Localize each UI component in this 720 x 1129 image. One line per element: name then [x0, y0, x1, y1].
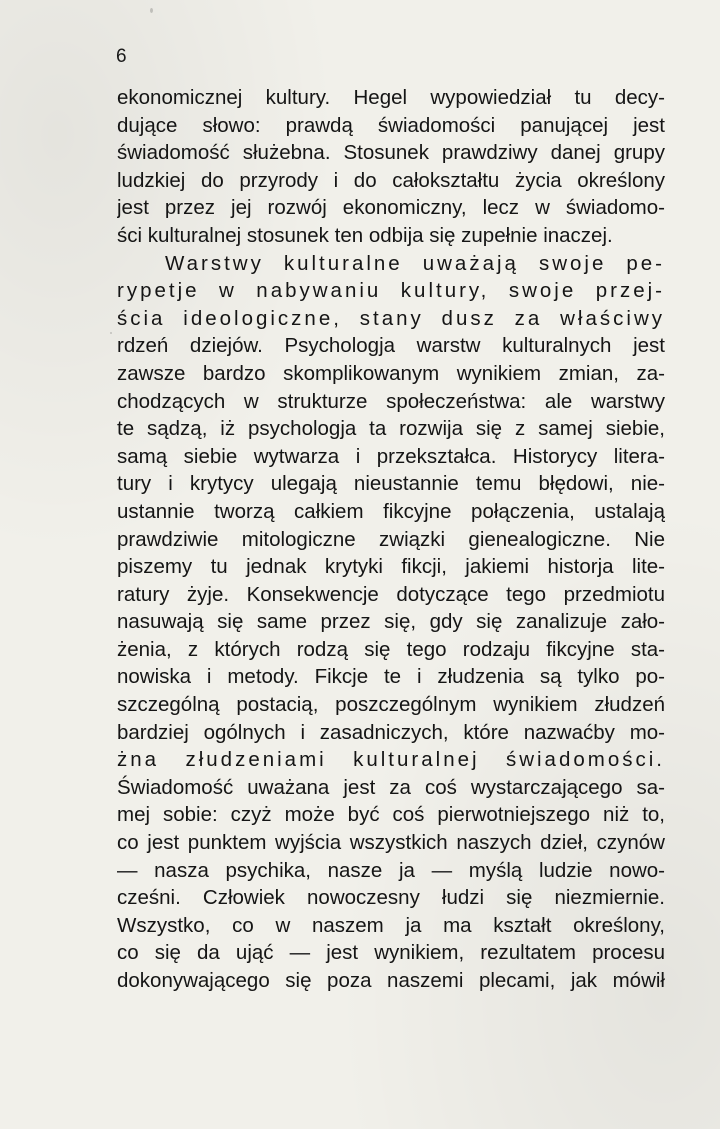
text-line: chodzących w strukturze społeczeństwa: ale warstwy [117, 389, 665, 413]
text-line: mej sobie: czyż może być coś pierwotniejszego niż to, [117, 803, 665, 827]
text-line: piszemy tu jednak krytyki fikcji, jakiemi historja lite- [117, 555, 665, 579]
text-line: żna złudzeniami kulturalnej świadomości. [117, 748, 665, 772]
paper-speck [150, 8, 153, 13]
text-line: świadomość służebna. Stosunek prawdziwy danej grupy [117, 141, 665, 165]
text-line: jest przez jej rozwój ekonomiczny, lecz w świadomo- [117, 196, 665, 220]
text-line: dokonywającego się poza naszemi plecami, jak mówił [117, 969, 665, 992]
body-text [117, 84, 665, 995]
paper-speck [110, 332, 112, 334]
text-line: nowiska i metody. Fikcje te i złudzenia są tylko po- [117, 665, 665, 689]
text-line: bardziej ogólnych i zasadniczych, które nazwaćby mo- [117, 720, 665, 744]
text-line: co się da ująć — jest wynikiem, rezultatem procesu [117, 941, 665, 965]
text-line: prawdziwie mitologiczne związki gienealogiczne. Nie [117, 527, 665, 551]
text-line: ści kulturalnej stosunek ten odbija się zupełnie inaczej. [117, 223, 613, 247]
text-line: rypetje w nabywaniu kultury, swoje przej- [117, 279, 665, 303]
text-line: ratury żyje. Konsekwencje dotyczące tego przedmiotu [117, 582, 665, 606]
text-line: rdzeń dziejów. Psychologja warstw kulturalnych jest [117, 334, 665, 358]
text-line: żenia, z których rodzą się tego rodzaju fikcyjne sta- [117, 637, 665, 661]
page-number: 6 [116, 46, 127, 67]
text-line: dujące słowo: prawdą świadomości panującej jest [117, 113, 665, 137]
text-line: ekonomicznej kultury. Hegel wypowiedział tu decy- [117, 86, 665, 109]
text-line: te sądzą, iż psychologja ta rozwija się z samej siebie, [117, 417, 665, 441]
text-line: ustannie tworzą całkiem fikcyjne połączenia, ustalają [117, 499, 665, 523]
text-line: ścia ideologiczne, stany dusz za właściwy [117, 306, 665, 330]
text-line: Świadomość uważana jest za coś wystarczającego sa- [117, 775, 665, 799]
text-line: tury i krytycy ulegają nieustannie temu błędowi, nie- [117, 472, 665, 496]
text-line: nasuwają się same przez się, gdy się zanalizuje zało- [117, 610, 665, 634]
text-line: szczególną postacią, poszczególnym wynikiem złudzeń [117, 693, 665, 717]
text-line: cześni. Człowiek nowoczesny łudzi się niezmiernie. [117, 886, 665, 910]
text-line: co jest punktem wyjścia wszystkich naszych dzieł, czynów [117, 831, 665, 855]
text-line: zawsze bardzo skomplikowanym wynikiem zmian, za- [117, 361, 665, 385]
text-line: Warstwy kulturalne uważają swoje pe- [165, 251, 665, 275]
text-line: ludzkiej do przyrody i do całokształtu życia określony [117, 168, 665, 192]
text-line: Wszystko, co w naszem ja ma kształt określony, [117, 913, 665, 937]
text-line: — nasza psychika, nasze ja — myślą ludzie nowo- [117, 858, 665, 882]
text-line: samą siebie wytwarza i przekształca. Historycy litera- [117, 444, 665, 468]
